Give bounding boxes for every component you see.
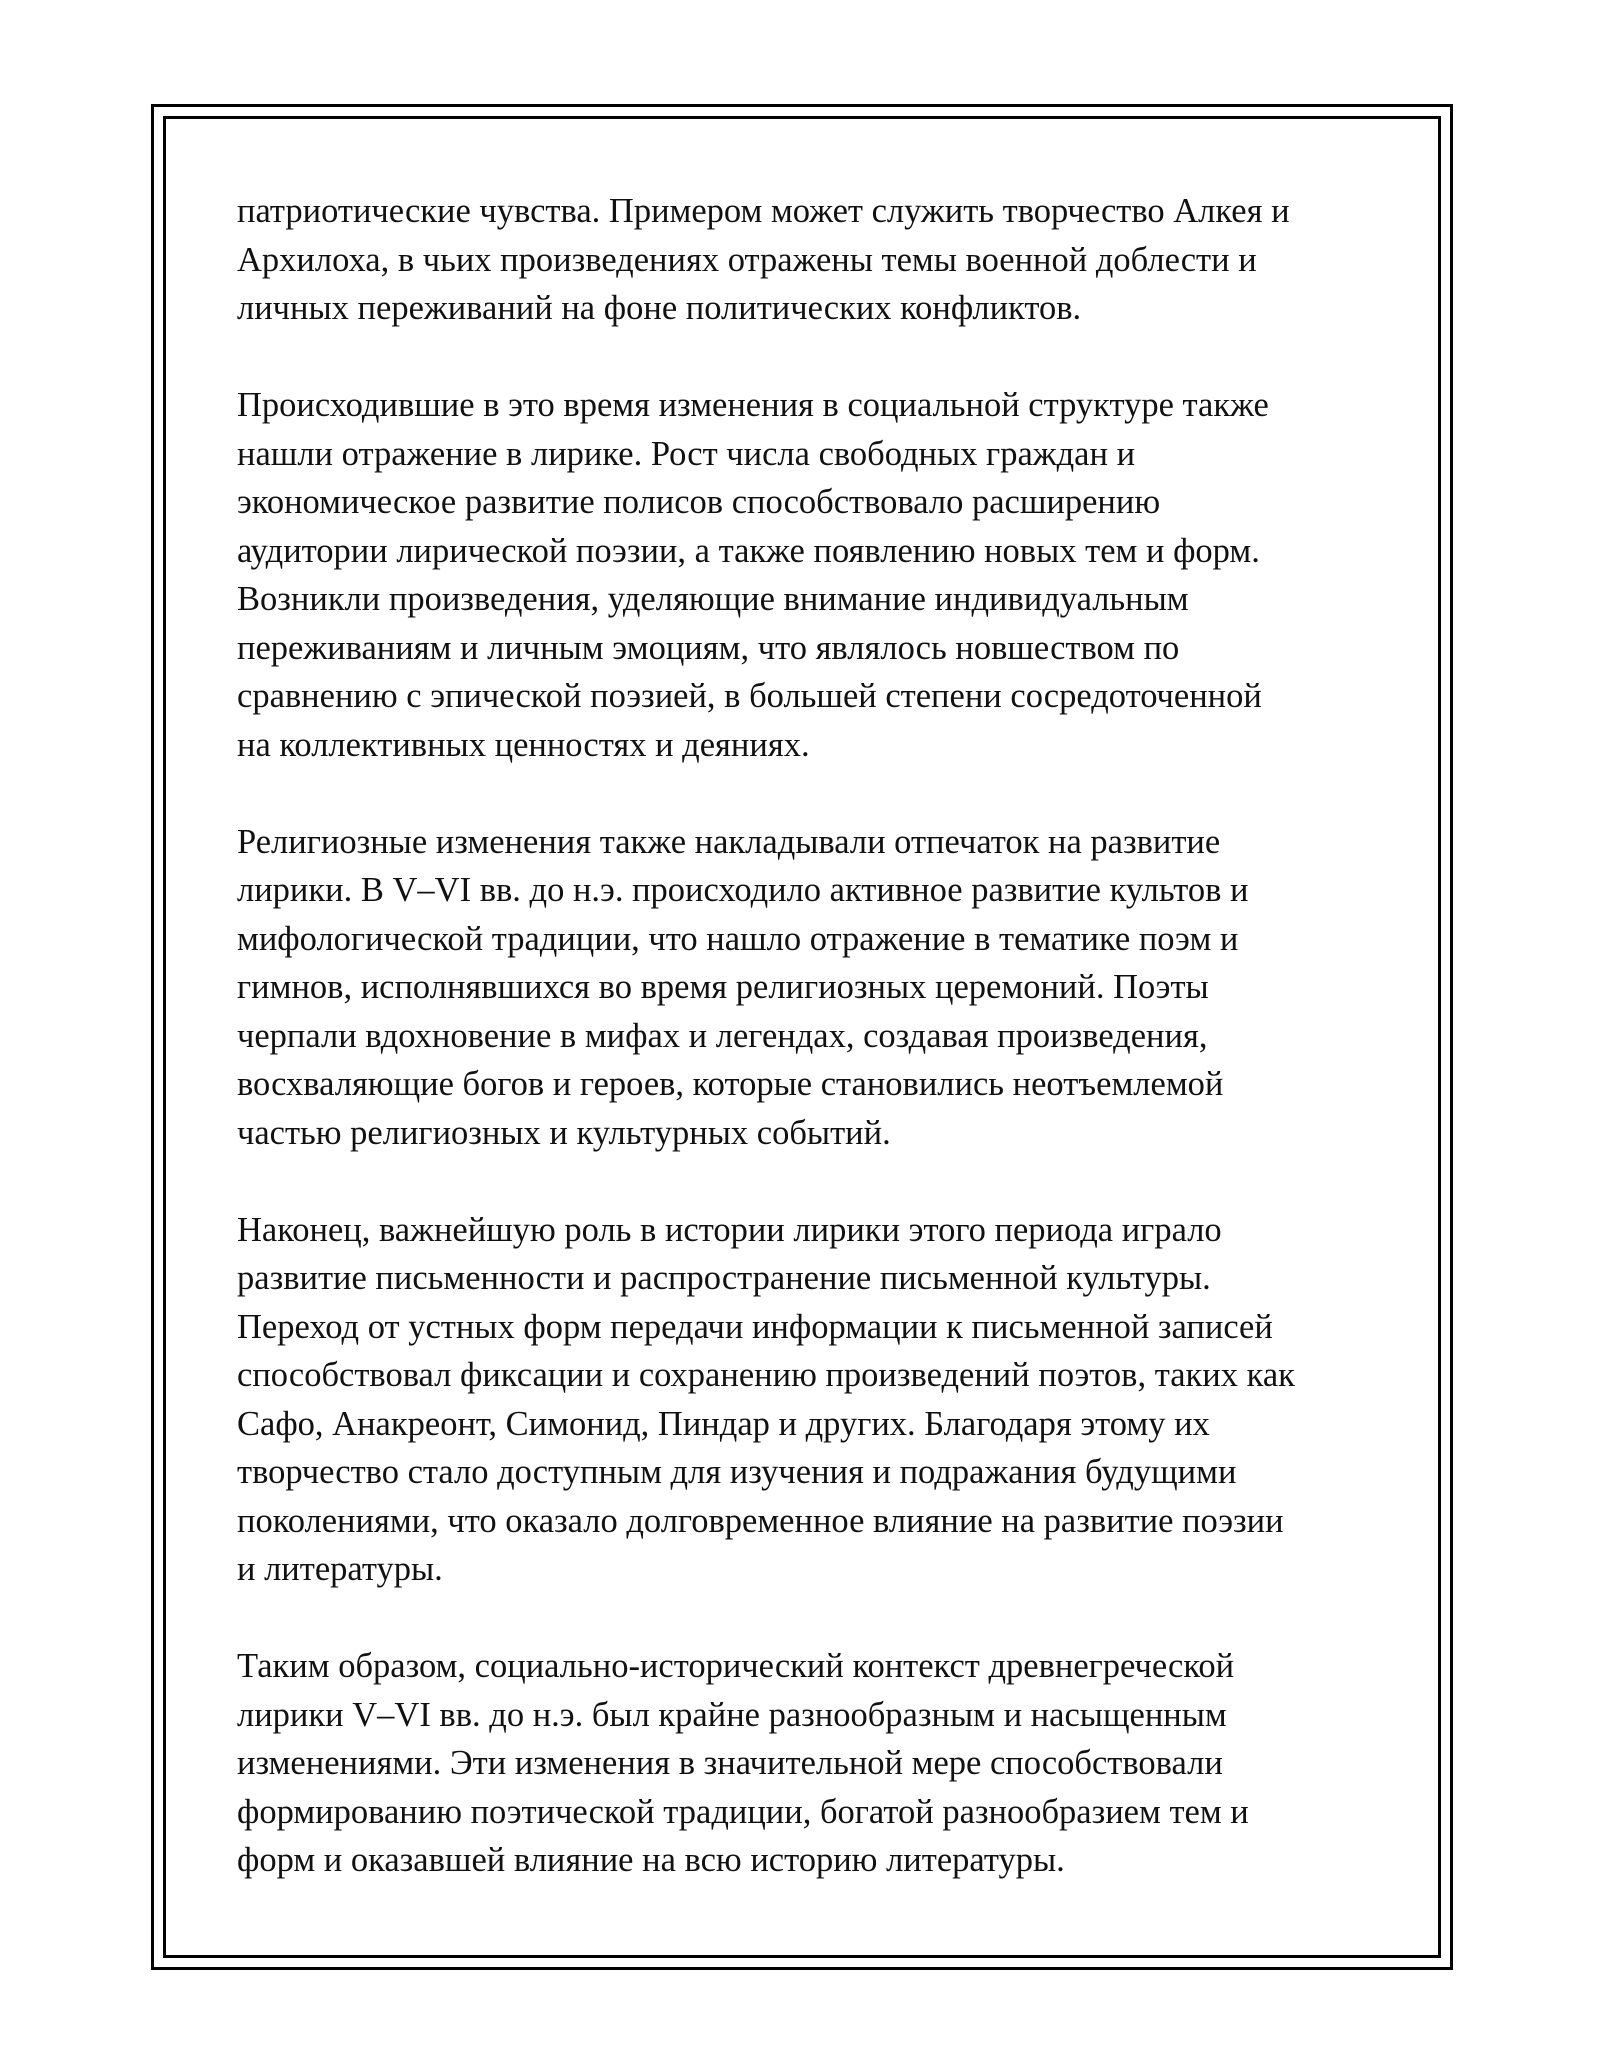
paragraph-5: Таким образом, социально-исторический контекст древнегреческой лирики V–VI вв. до н.э. был крайне разнообразным и насыщенным изменениями. Эти изменения в значительной мере способствовали формированию поэтической традиции, богатой разнообразием тем и форм и оказавшей влияние на всю историю литературы. <box>237 1647 1249 1879</box>
paragraph-3: Религиозные изменения также накладывали отпечаток на развитие лирики. В V–VI вв. до н.э. происходило активное развитие культов и мифологической традиции, что нашло отражение в тематике поэм и гимнов, исполнявшихся во время религиозных церемоний. Поэты черпали вдохновение в мифах и легендах, создавая произведения, восхваляющие богов и героев, которые становились неотъемлемой частью религиозных и культурных событий. <box>237 822 1249 1152</box>
paragraph-4: Наконец, важнейшую роль в истории лирики этого периода играло развитие письменности и распространение письменной культуры. Переход от устных форм передачи информации к письменной записей способствовал фиксации и сохранению произведений поэтов, таких как Сафо, Анакреонт, Симонид, Пиндар и других. Благодаря этому их творчество стало доступным для изучения и подражания будущими поколениями, что оказало долговременное влияние на развитие поэзии и литературы. <box>237 1210 1295 1588</box>
document-body <box>237 187 1377 1885</box>
paragraph-1: патриотические чувства. Примером может служить творчество Алкея и Архилоха, в чьих произведениях отражены темы военной доблести и личных переживаний на фоне политических конфликтов. <box>237 192 1290 327</box>
paragraph-2: Происходившие в это время изменения в социальной структуре также нашли отражение в лирике. Рост числа свободных граждан и экономическое развитие полисов способствовало расширению аудитории лирической поэзии, а также появлению новых тем и форм. Возникли произведения, уделяющие внимание индивидуальным переживаниям и личным эмоциям, что являлось новшеством по сравнению с эпической поэзией, в большей степени сосредоточенной на коллективных ценностях и деяниях. <box>237 386 1269 764</box>
